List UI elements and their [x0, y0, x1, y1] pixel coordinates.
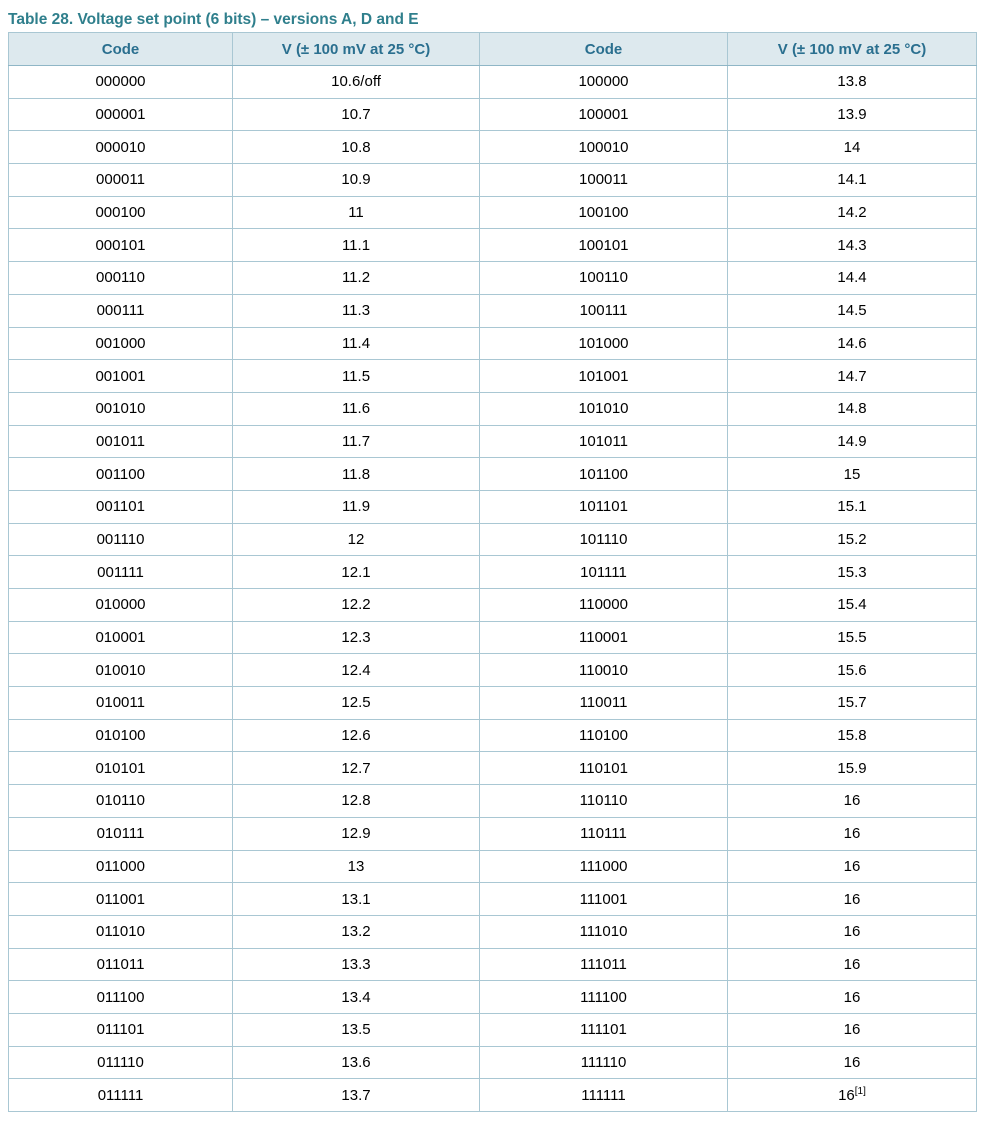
cell-value: 13.5 — [341, 1021, 371, 1039]
table-row — [9, 392, 977, 425]
cell-value: 11.9 — [341, 498, 371, 516]
table-caption: Table 28. Voltage set point (6 bits) – versions A, D and E — [8, 11, 419, 28]
cell-value: 15.3 — [837, 563, 867, 581]
cell-value: 010100 — [95, 727, 146, 745]
cell-voltage-left — [233, 131, 480, 164]
cell-code-left — [9, 556, 233, 589]
cell-voltage-left — [233, 719, 480, 752]
cell-value: 16 — [838, 1086, 855, 1104]
cell-code-left — [9, 490, 233, 523]
table-row — [9, 556, 977, 589]
cell-code-right — [480, 785, 728, 818]
cell-value: 010110 — [96, 792, 145, 810]
table-row — [9, 654, 977, 687]
cell-code-right — [480, 262, 728, 295]
cell-code-right — [480, 752, 728, 785]
cell-value: 110111 — [580, 825, 627, 843]
cell-voltage-left — [233, 392, 480, 425]
cell-value: 011110 — [97, 1053, 144, 1071]
cell-value: 110000 — [579, 596, 628, 614]
cell-voltage-right — [728, 196, 977, 229]
cell-value: 000000 — [95, 73, 146, 91]
cell-voltage-left — [233, 817, 480, 850]
cell-value: 16 — [843, 988, 861, 1006]
cell-value: 15.5 — [837, 629, 867, 647]
cell-code-left — [9, 523, 233, 556]
footnote-reference[interactable]: [1] — [854, 1085, 866, 1097]
cell-voltage-right — [728, 1046, 977, 1079]
cell-voltage-left — [233, 1046, 480, 1079]
cell-code-left — [9, 654, 233, 687]
cell-value: 14.2 — [837, 204, 867, 222]
cell-value: 13.2 — [341, 923, 371, 941]
cell-code-left — [9, 752, 233, 785]
table-row — [9, 196, 977, 229]
cell-value: 16 — [843, 955, 861, 973]
cell-code-left — [9, 98, 233, 131]
cell-value: 12.7 — [341, 759, 371, 777]
cell-value: 001011 — [96, 432, 145, 450]
cell-value: 14.1 — [837, 171, 867, 189]
cell-value: 111011 — [580, 955, 627, 973]
cell-value: 14.6 — [837, 334, 867, 352]
cell-value: 011111 — [97, 1086, 144, 1104]
cell-voltage-left — [233, 196, 480, 229]
cell-voltage-left — [233, 164, 480, 197]
table-row — [9, 229, 977, 262]
cell-value: 110010 — [579, 661, 628, 679]
cell-value: 13.3 — [341, 955, 371, 973]
cell-voltage-right — [728, 621, 977, 654]
table-row — [9, 294, 977, 327]
cell-voltage-right — [728, 1013, 977, 1046]
cell-value: 14.3 — [837, 236, 867, 254]
cell-value: 13.6 — [341, 1053, 371, 1071]
cell-value: 16 — [843, 1021, 861, 1039]
cell-value: 12.2 — [341, 596, 371, 614]
cell-value: 000110 — [96, 269, 145, 287]
cell-voltage-left — [233, 523, 480, 556]
cell-value: 10.9 — [341, 171, 371, 189]
cell-value: 16 — [843, 857, 861, 875]
voltage-set-point-table — [8, 32, 977, 1112]
cell-code-left — [9, 360, 233, 393]
cell-value: 101110 — [579, 530, 628, 548]
table-row — [9, 752, 977, 785]
cell-voltage-right — [728, 458, 977, 491]
cell-value: 110100 — [579, 727, 628, 745]
cell-code-left — [9, 883, 233, 916]
cell-code-left — [9, 1013, 233, 1046]
cell-code-left — [9, 229, 233, 262]
cell-voltage-right — [728, 948, 977, 981]
cell-value: 010101 — [95, 759, 146, 777]
cell-code-right — [480, 654, 728, 687]
table-row — [9, 621, 977, 654]
cell-voltage-left — [233, 294, 480, 327]
cell-value: 100111 — [579, 302, 628, 320]
cell-value: 010010 — [95, 661, 146, 679]
table-row — [9, 490, 977, 523]
cell-voltage-left — [233, 229, 480, 262]
cell-value: 15.4 — [837, 596, 867, 614]
cell-value: 111000 — [579, 857, 628, 875]
cell-code-left — [9, 164, 233, 197]
cell-code-left — [9, 294, 233, 327]
table-row — [9, 164, 977, 197]
cell-value: 15 — [843, 465, 861, 483]
cell-value: 14.8 — [837, 400, 867, 418]
cell-value: 001100 — [96, 465, 145, 483]
cell-code-right — [480, 196, 728, 229]
cell-voltage-right — [728, 915, 977, 948]
table-row — [9, 883, 977, 916]
cell-voltage-right — [728, 719, 977, 752]
cell-code-right — [480, 948, 728, 981]
cell-value: 12.8 — [341, 792, 371, 810]
cell-value: 111101 — [580, 1021, 627, 1039]
cell-voltage-left — [233, 490, 480, 523]
cell-value: 15.1 — [837, 498, 867, 516]
cell-voltage-left — [233, 752, 480, 785]
cell-code-right — [480, 915, 728, 948]
column-header-voltage-right: V (± 100 mV at 25 °C) — [728, 33, 977, 66]
cell-value: 011100 — [96, 988, 145, 1006]
cell-code-right — [480, 556, 728, 589]
cell-value: 12.5 — [341, 694, 371, 712]
cell-value: 11.8 — [341, 465, 371, 483]
cell-voltage-left — [233, 589, 480, 622]
table-row — [9, 981, 977, 1014]
cell-value: 001110 — [96, 530, 145, 548]
cell-value: 13.9 — [837, 106, 867, 124]
cell-voltage-left — [233, 98, 480, 131]
cell-value: 14.7 — [837, 367, 867, 385]
table-row — [9, 66, 977, 99]
cell-code-right — [480, 621, 728, 654]
cell-voltage-right — [728, 556, 977, 589]
table-row — [9, 98, 977, 131]
cell-value: 110110 — [579, 792, 628, 810]
cell-code-left — [9, 66, 233, 99]
cell-value: 12.3 — [341, 629, 371, 647]
cell-value: 10.7 — [341, 106, 371, 124]
column-header-voltage-left: V (± 100 mV at 25 °C) — [233, 33, 480, 66]
cell-value: 14 — [843, 138, 861, 156]
cell-value: 000011 — [96, 171, 145, 189]
cell-value: 13.4 — [341, 988, 371, 1006]
cell-value: 100101 — [578, 236, 629, 254]
cell-code-right — [480, 883, 728, 916]
cell-value: 11.2 — [341, 269, 371, 287]
cell-code-left — [9, 948, 233, 981]
cell-value: 10.8 — [341, 138, 371, 156]
cell-voltage-right — [728, 1079, 977, 1112]
cell-value: 000001 — [95, 106, 146, 124]
cell-voltage-right — [728, 66, 977, 99]
cell-code-right — [480, 1079, 728, 1112]
cell-value: 11 — [348, 204, 364, 222]
cell-voltage-right — [728, 360, 977, 393]
cell-value: 16 — [843, 923, 861, 941]
cell-value: 16 — [843, 890, 861, 908]
cell-value: 100011 — [579, 171, 628, 189]
column-header-code-right: Code — [480, 33, 728, 66]
cell-value: 000100 — [95, 204, 146, 222]
cell-voltage-left — [233, 1079, 480, 1112]
table-row — [9, 131, 977, 164]
cell-voltage-left — [233, 883, 480, 916]
cell-code-right — [480, 229, 728, 262]
cell-code-right — [480, 981, 728, 1014]
cell-value: 000010 — [95, 138, 146, 156]
cell-code-left — [9, 458, 233, 491]
cell-code-left — [9, 719, 233, 752]
cell-voltage-left — [233, 327, 480, 360]
cell-code-right — [480, 66, 728, 99]
cell-voltage-left — [233, 785, 480, 818]
cell-voltage-right — [728, 294, 977, 327]
cell-value: 15.6 — [837, 661, 867, 679]
cell-value: 001010 — [95, 400, 146, 418]
cell-value: 11.7 — [341, 432, 371, 450]
cell-value: 13.8 — [837, 73, 867, 91]
cell-voltage-right — [728, 98, 977, 131]
cell-voltage-left — [233, 687, 480, 720]
cell-voltage-left — [233, 66, 480, 99]
table-row — [9, 262, 977, 295]
cell-value: 100010 — [578, 138, 629, 156]
cell-value: 15.2 — [837, 530, 867, 548]
cell-voltage-right — [728, 164, 977, 197]
cell-value: 16 — [843, 825, 861, 843]
table-row — [9, 719, 977, 752]
cell-value: 110011 — [579, 694, 628, 712]
cell-voltage-left — [233, 458, 480, 491]
cell-value: 001001 — [95, 367, 146, 385]
cell-value: 110101 — [579, 759, 628, 777]
cell-value: 12 — [347, 530, 365, 548]
cell-code-right — [480, 490, 728, 523]
cell-voltage-right — [728, 589, 977, 622]
cell-value: 010011 — [96, 694, 145, 712]
cell-code-right — [480, 360, 728, 393]
cell-code-left — [9, 981, 233, 1014]
cell-value: 010000 — [95, 596, 146, 614]
cell-value: 13 — [347, 857, 365, 875]
cell-value: 001101 — [96, 498, 145, 516]
cell-value: 15.8 — [837, 727, 867, 745]
cell-value: 011010 — [96, 923, 145, 941]
cell-code-left — [9, 1079, 233, 1112]
cell-value: 001111 — [97, 563, 144, 581]
cell-code-left — [9, 915, 233, 948]
cell-voltage-right — [728, 752, 977, 785]
cell-value: 12.1 — [341, 563, 371, 581]
table-row — [9, 1046, 977, 1079]
table-row — [9, 850, 977, 883]
cell-voltage-right — [728, 327, 977, 360]
table-row — [9, 1013, 977, 1046]
cell-code-left — [9, 1046, 233, 1079]
table-row — [9, 458, 977, 491]
cell-value: 101101 — [579, 498, 628, 516]
cell-value: 011001 — [96, 890, 145, 908]
table-row — [9, 687, 977, 720]
cell-value: 101000 — [578, 334, 629, 352]
cell-value: 101100 — [579, 465, 628, 483]
cell-value: 11.6 — [341, 400, 371, 418]
cell-value: 16 — [843, 1053, 861, 1071]
cell-code-left — [9, 262, 233, 295]
cell-voltage-right — [728, 654, 977, 687]
cell-voltage-left — [233, 360, 480, 393]
cell-voltage-right — [728, 523, 977, 556]
cell-code-right — [480, 98, 728, 131]
cell-code-left — [9, 687, 233, 720]
cell-voltage-left — [233, 850, 480, 883]
cell-value: 14.9 — [837, 432, 867, 450]
cell-value: 111001 — [579, 890, 628, 908]
table-row — [9, 589, 977, 622]
cell-code-right — [480, 425, 728, 458]
cell-code-right — [480, 327, 728, 360]
cell-voltage-left — [233, 948, 480, 981]
table-row — [9, 1079, 977, 1112]
cell-code-right — [480, 392, 728, 425]
cell-code-left — [9, 131, 233, 164]
cell-code-left — [9, 589, 233, 622]
cell-code-right — [480, 719, 728, 752]
cell-value: 011101 — [96, 1021, 145, 1039]
cell-code-right — [480, 131, 728, 164]
cell-voltage-left — [233, 1013, 480, 1046]
cell-value: 111100 — [580, 988, 627, 1006]
table-row — [9, 523, 977, 556]
cell-code-right — [480, 1013, 728, 1046]
cell-code-right — [480, 458, 728, 491]
table-row — [9, 360, 977, 393]
cell-voltage-left — [233, 556, 480, 589]
cell-code-left — [9, 785, 233, 818]
table-row — [9, 915, 977, 948]
cell-value: 111010 — [579, 923, 628, 941]
cell-value: 101111 — [580, 563, 627, 581]
cell-code-left — [9, 621, 233, 654]
cell-voltage-left — [233, 425, 480, 458]
cell-value: 15.9 — [837, 759, 867, 777]
cell-voltage-right — [728, 981, 977, 1014]
cell-code-left — [9, 850, 233, 883]
cell-value: 010001 — [95, 629, 146, 647]
cell-value: 100000 — [578, 73, 629, 91]
cell-voltage-right — [728, 425, 977, 458]
column-header-code-left: Code — [9, 33, 233, 66]
table-header-row — [9, 33, 977, 66]
cell-code-right — [480, 1046, 728, 1079]
cell-value: 11.4 — [341, 334, 371, 352]
cell-voltage-left — [233, 981, 480, 1014]
cell-value: 14.4 — [837, 269, 867, 287]
cell-value: 11.3 — [341, 302, 371, 320]
table-row — [9, 327, 977, 360]
cell-value: 111111 — [581, 1086, 626, 1104]
cell-value: 000101 — [95, 236, 146, 254]
cell-value: 11.5 — [341, 367, 371, 385]
cell-voltage-right — [728, 131, 977, 164]
cell-voltage-left — [233, 915, 480, 948]
cell-voltage-left — [233, 621, 480, 654]
cell-value: 10.6/off — [331, 73, 381, 91]
cell-code-right — [480, 523, 728, 556]
cell-voltage-right — [728, 490, 977, 523]
cell-voltage-right — [728, 229, 977, 262]
cell-value: 13.1 — [341, 890, 371, 908]
table-row — [9, 425, 977, 458]
cell-value: 16 — [843, 792, 861, 810]
cell-voltage-right — [728, 850, 977, 883]
cell-voltage-left — [233, 262, 480, 295]
cell-code-right — [480, 850, 728, 883]
cell-code-right — [480, 687, 728, 720]
table-row — [9, 948, 977, 981]
cell-value: 000111 — [96, 302, 145, 320]
cell-value: 010111 — [96, 825, 145, 843]
cell-value: 12.9 — [341, 825, 371, 843]
cell-voltage-right — [728, 817, 977, 850]
cell-value: 100001 — [578, 106, 629, 124]
cell-value: 100100 — [578, 204, 629, 222]
cell-code-left — [9, 327, 233, 360]
cell-code-left — [9, 425, 233, 458]
cell-value: 111110 — [580, 1053, 627, 1071]
cell-voltage-right — [728, 687, 977, 720]
cell-value: 011000 — [96, 857, 145, 875]
cell-value: 11.1 — [341, 236, 371, 254]
cell-value: 12.4 — [341, 661, 371, 679]
cell-voltage-left — [233, 654, 480, 687]
cell-value: 011011 — [96, 955, 145, 973]
cell-value: 13.7 — [341, 1086, 371, 1104]
cell-value: 100110 — [579, 269, 628, 287]
cell-value: 12.6 — [341, 727, 371, 745]
cell-code-left — [9, 392, 233, 425]
cell-value: 110001 — [579, 629, 628, 647]
cell-voltage-right — [728, 883, 977, 916]
cell-value: 14.5 — [837, 302, 867, 320]
cell-voltage-right — [728, 262, 977, 295]
cell-code-right — [480, 164, 728, 197]
cell-code-right — [480, 294, 728, 327]
table-row — [9, 817, 977, 850]
cell-value: 001000 — [95, 334, 146, 352]
cell-code-right — [480, 817, 728, 850]
cell-value: 101010 — [578, 400, 629, 418]
table-body — [9, 66, 977, 1112]
table-row — [9, 785, 977, 818]
cell-value: 101001 — [578, 367, 629, 385]
cell-value: 15.7 — [837, 694, 867, 712]
cell-voltage-right — [728, 785, 977, 818]
cell-code-left — [9, 817, 233, 850]
cell-value: 101011 — [579, 432, 628, 450]
cell-code-right — [480, 589, 728, 622]
cell-code-left — [9, 196, 233, 229]
cell-voltage-right — [728, 392, 977, 425]
